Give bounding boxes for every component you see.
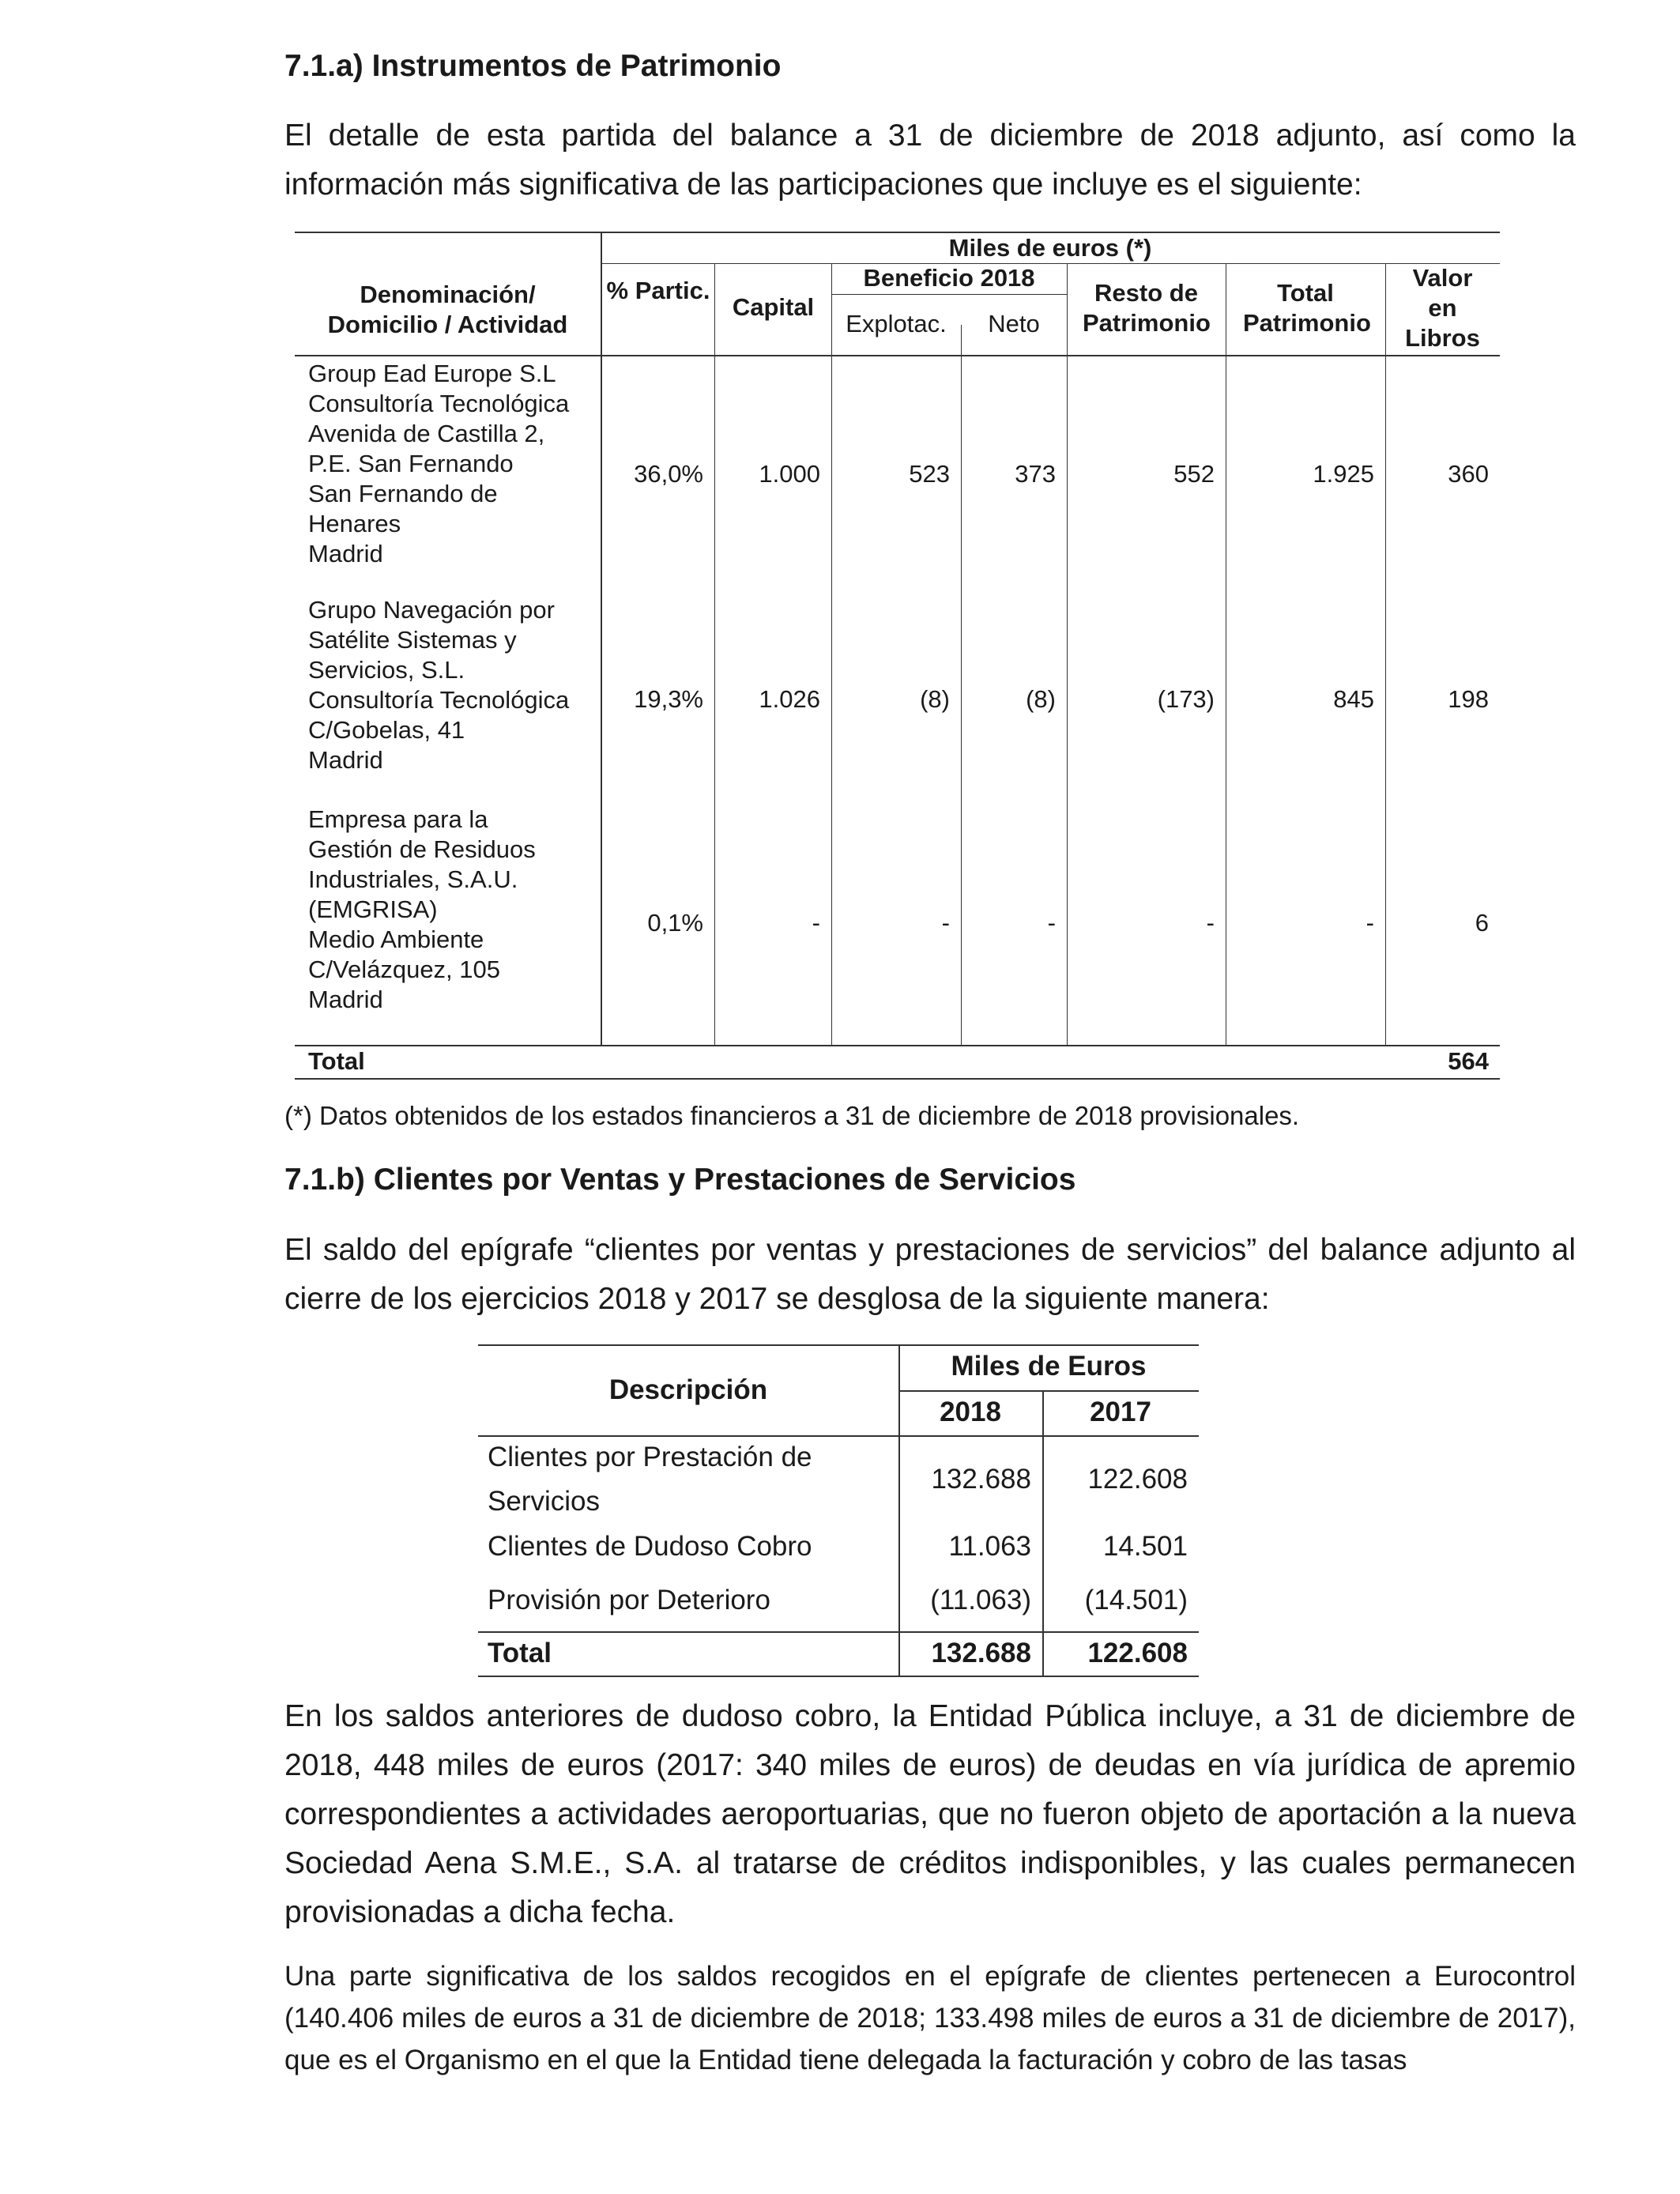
cell-neto: 373 [1015,460,1056,488]
total-top-rule [295,1045,1500,1046]
entity-line: Industriales, S.A.U. [308,865,518,893]
entity-line: Group Ead Europe S.L [308,360,556,387]
cell-partic: 19,3% [634,685,703,713]
entity-line: Empresa para la [308,805,488,833]
col-header-2017: 2017 [1090,1397,1151,1427]
cell-capital: - [812,909,820,937]
total-label: Total [308,1047,365,1075]
total-2018: 132.688 [931,1638,1031,1668]
section-b-heading: 7.1.b) Clientes por Ventas y Prestaciones de Servicios [284,1163,1076,1197]
entity-line: Henares [308,510,401,537]
col-header-entity [303,263,593,356]
total-bottom-rule [478,1676,1199,1677]
paragraph-dudoso-cobro: En los saldos anteriores de dudoso cobro, la Entidad Pública incluye, a 31 de diciembre de 2018, 448 miles de euros (2017: 340 miles de euros) de deudas en vía jurídica de apremio correspondientes a actividades aeroportuarias, que no fueron objeto de aportación a la nueva Sociedad Aena S.M.E., S.A. al tratarse de créditos indisponibles, y las cuales permanecen provisionadas a dicha fecha. [284,1699,1576,1929]
paragraph-eurocontrol: Una parte significativa de los saldos recogidos en el epígrafe de clientes pertenecen a Eurocontrol (140.406 miles de euros a 31 de diciembre de 2018; 133.498 miles de euros a 31 de diciembre de 2017), que es el Organismo en el que la Entidad tiene delegada la facturación y cobro de las tasas [284,1961,1576,2075]
col-header-valor: Valor en Libros [1405,264,1480,352]
cell-2017: 14.501 [1102,1531,1188,1562]
total-label: Total [488,1638,552,1668]
row-desc: Clientes de Dudoso Cobro [488,1531,812,1562]
cell-explotac: - [941,909,950,937]
cell-total: 845 [1333,685,1374,713]
entity-line: C/Gobelas, 41 [308,716,465,744]
cell-total: 1.925 [1313,460,1374,488]
cell-neto: - [1047,909,1056,937]
cell-capital: 1.000 [759,460,820,488]
col-header-desc: Descripción [608,1374,768,1405]
cell-2017: (14.501) [1084,1585,1188,1615]
entity-line: Madrid [308,540,383,567]
cell-partic: 36,0% [634,460,703,488]
cell-valor: 360 [1448,460,1489,488]
row-desc: Clientes por Prestación de [488,1442,812,1472]
total-2017: 122.608 [1087,1638,1188,1668]
entity-line: Grupo Navegación por [308,596,555,624]
beneficio-rule [831,294,1067,295]
col-header-resto: Resto de Patrimonio [1083,279,1211,337]
entity-line: Consultoría Tecnológica [308,390,570,417]
cell-2017: 122.608 [1087,1464,1188,1495]
cell-resto: - [1206,909,1215,937]
cell-neto: (8) [1026,685,1056,713]
cell-resto: 552 [1173,460,1215,488]
table-row-entity [308,595,601,775]
entity-line: Gestión de Residuos [308,835,536,863]
entity-line: Madrid [308,746,383,774]
group-header: Miles de Euros [951,1351,1147,1382]
col-header-partic: % Partic. [606,277,710,304]
total-value: 564 [1448,1047,1489,1075]
entity-line: Medio Ambiente [308,925,484,953]
col-header-capital: Capital [732,293,815,321]
cell-2018: 132.688 [931,1464,1031,1495]
entity-line: C/Velázquez, 105 [308,956,501,983]
cell-valor: 198 [1448,685,1489,713]
clientes-table [478,1344,1199,1677]
footnote: (*) Datos obtenidos de los estados financieros a 31 de diciembre de 2018 provisionales. [284,1101,1300,1130]
section-a-intro: El detalle de esta partida del balance a 31 de diciembre de 2018 adjunto, así como la información más significativa de las participaciones que incluye es el siguiente: [284,119,1576,202]
entity-line: P.E. San Fernando [308,450,514,477]
row-desc-cont: Servicios [488,1486,600,1517]
cell-capital: 1.026 [759,685,820,713]
row-desc: Provisión por Deterioro [488,1585,770,1615]
table-row-entity [308,359,601,569]
entity-line: Satélite Sistemas y [308,626,517,654]
group-header: Miles de euros (*) [948,234,1152,262]
participations-table [295,232,1500,1079]
cell-2018: (11.063) [930,1585,1031,1615]
entity-line: Servicios, S.L. [308,656,465,684]
table-row-entity [308,805,601,1015]
col-header-2018: 2018 [940,1397,1001,1427]
col-header-total-patrimonio: Total Patrimonio [1243,279,1371,337]
cell-explotac: (8) [920,685,950,713]
entity-line: Avenida de Castilla 2, [308,420,545,447]
col-header-neto: Neto [988,310,1040,337]
col-header-entity-label: Denominación/ Domicilio / Actividad [327,281,568,338]
col-header-explotac: Explotac. [846,310,947,337]
cell-explotac: 523 [909,460,950,488]
total-bottom-rule [295,1078,1500,1080]
section-a-heading: 7.1.a) Instrumentos de Patrimonio [284,49,782,83]
section-b-intro: El saldo del epígrafe “clientes por ventas y prestaciones de servicios” del balance adjunto al cierre de los ejercicios 2018 y 2017 se desglosa de la siguiente manera: [284,1233,1576,1316]
entity-line: Consultoría Tecnológica [308,686,570,714]
col-header-beneficio: Beneficio 2018 [863,264,1035,292]
entity-line: Madrid [308,986,383,1013]
entity-line: San Fernando de [308,480,498,507]
cell-2018: 11.063 [948,1531,1031,1562]
cell-partic: 0,1% [647,909,703,937]
cell-resto: (173) [1157,685,1215,713]
cell-total: - [1365,909,1374,937]
cell-valor: 6 [1475,909,1489,937]
entity-line: (EMGRISA) [308,895,438,923]
